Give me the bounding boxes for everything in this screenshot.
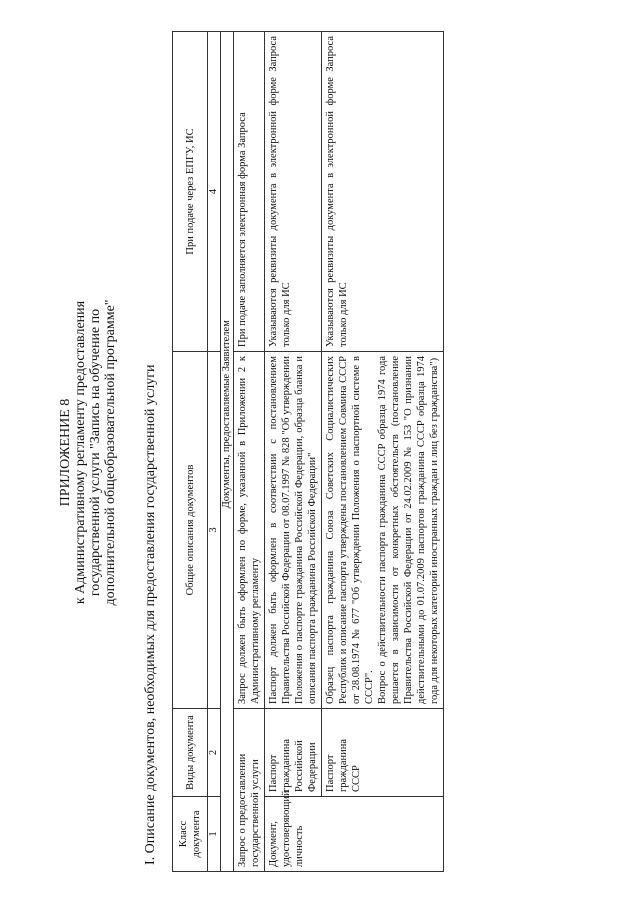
documents-table — [172, 31, 444, 872]
column-number: 1 — [208, 797, 221, 872]
cell-class: Документ, удостоверяющий личность — [265, 797, 444, 872]
description-paragraph: Вопрос о действительности паспорта гражданина СССР образца 1974 года решается в зависимости от конкретных обстоятельств (постановление Правительства Российской Федерации от 24.02.2009 № 153 "О признании действительными до 01.07.2009 паспортов гражданина СССР образца 1974 года для некоторых категорий иностранных граждан и лиц без гражданства") — [377, 356, 440, 704]
cell-class: Запрос о предоставлении государственной услуги — [234, 709, 265, 872]
cell-description: Запрос должен быть оформлен по форме, указанной в Приложении 2 к Административному регламенту — [234, 352, 265, 709]
table-header-row — [173, 32, 208, 872]
appendix-line-3: дополнительной общеобразовательной программе" — [103, 299, 118, 606]
column-number: 4 — [208, 32, 221, 352]
cell-epgu: При подаче заполняется электронная форма Запроса — [234, 32, 265, 352]
table-row — [234, 32, 265, 872]
table-row — [265, 32, 322, 872]
section-title: I. Описание документов, необходимых для предоставления государственной услуги — [143, 364, 158, 865]
cell-description — [322, 352, 444, 709]
appendix-title: ПРИЛОЖЕНИЕ 8 — [58, 398, 73, 507]
appendix-line-1: к Административному регламенту предоставления — [73, 300, 88, 605]
column-number: 2 — [208, 709, 221, 797]
cell-epgu: Указываются реквизиты документа в электронной форме Запроса только для ИС — [265, 32, 322, 352]
header-epgu: При подаче через ЕПГУ, ИС — [173, 32, 208, 352]
cell-epgu: Указываются реквизиты документа в электронной форме Запроса только для ИС — [322, 32, 444, 352]
section-row-label: Документы, предоставляемые Заявителем — [221, 32, 234, 797]
column-number: 3 — [208, 352, 221, 709]
cell-description: Паспорт должен быть оформлен в соответствии с постановлением Правительства Российской Федерации от 08.07.1997 № 828 "Об утверждении Положения о паспорте гражданина Российской Федерации, образца бланка и описания паспорта гражданина Российской Федерации" — [265, 352, 322, 709]
cell-type: Паспорт гражданина Российской Федерации — [265, 709, 322, 797]
table-number-row — [208, 32, 221, 872]
table-row — [322, 32, 444, 872]
appendix-heading — [58, 0, 118, 905]
table-section-row — [221, 32, 234, 872]
header-type: Виды документа — [173, 709, 208, 797]
description-paragraph: Образец паспорта гражданина Союза Советских Социалистических Республик и описание паспорта утверждены постановлением Совмина СССР от 28.08.1974 № 677 "Об утверждении Положения о паспортной системе в СССР". — [325, 356, 375, 704]
cell-type: Паспорт гражданина СССР — [322, 709, 444, 797]
header-class: Класс документа — [173, 797, 208, 872]
header-description: Общие описания документов — [173, 352, 208, 709]
appendix-line-2: государственной услуги "Запись на обучение по — [88, 308, 103, 597]
